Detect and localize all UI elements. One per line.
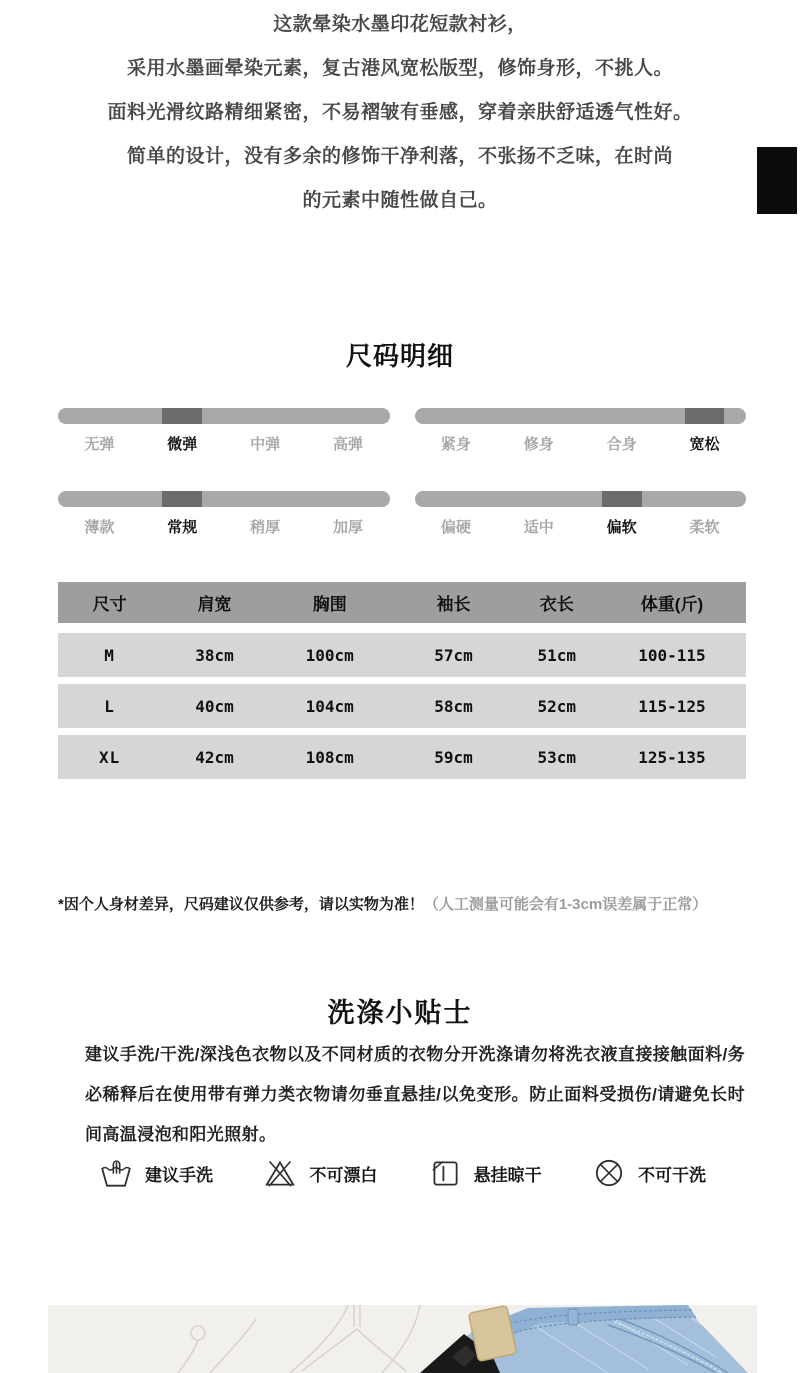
product-photo-jeans xyxy=(48,1305,757,1373)
no-dry-clean-icon xyxy=(591,1155,627,1191)
slider-active-segment xyxy=(602,491,642,507)
size-table-header-row xyxy=(58,582,746,623)
slider-label: 加厚 xyxy=(333,519,364,536)
col-header: 尺寸 xyxy=(92,595,127,614)
table-cell: 38cm xyxy=(195,645,234,665)
size-cell: XL xyxy=(98,747,121,767)
slider-label: 高弹 xyxy=(333,436,364,453)
washing-section-title: 洗涤小贴士 xyxy=(327,998,473,1028)
intro-line: 采用水墨画晕染元素，复古港风宽松版型，修饰身形，不挑人。 xyxy=(126,57,673,79)
size-note-detail: （人工测量可能会有1-3cm误差属于正常） xyxy=(423,896,708,913)
slider-thickness xyxy=(58,483,390,537)
table-cell: 104cm xyxy=(305,696,354,716)
table-cell: 53cm xyxy=(537,747,576,767)
slider-label: 微弹 xyxy=(167,436,198,453)
slider-label: 偏软 xyxy=(606,519,637,536)
slider-active-segment xyxy=(685,408,725,424)
care-item-hang-dry xyxy=(427,1155,542,1191)
intro-text-block xyxy=(0,0,800,220)
slider-label: 紧身 xyxy=(440,436,471,453)
slider-label: 柔软 xyxy=(689,519,720,536)
size-cell: M xyxy=(104,645,115,665)
dark-patch xyxy=(757,147,797,214)
size-cell: L xyxy=(104,696,115,716)
size-note-main: *因个人身材差异，尺码建议仅供参考，请以实物为准！ xyxy=(58,896,424,913)
col-header: 衣长 xyxy=(539,595,574,614)
care-label: 不可漂白 xyxy=(309,1165,378,1185)
table-cell: 42cm xyxy=(195,747,234,767)
table-cell: 57cm xyxy=(434,645,473,665)
slider-label: 稍厚 xyxy=(250,519,281,536)
table-cell: 108cm xyxy=(305,747,354,767)
table-cell: 40cm xyxy=(195,696,234,716)
slider-label: 修身 xyxy=(523,436,554,453)
table-row xyxy=(58,684,746,728)
table-row xyxy=(58,735,746,779)
hang-dry-icon xyxy=(427,1155,463,1191)
care-label: 建议手洗 xyxy=(145,1165,213,1185)
slider-label: 偏硬 xyxy=(440,519,471,536)
slider-label: 适中 xyxy=(523,519,554,536)
hand-wash-icon xyxy=(98,1155,134,1191)
size-note xyxy=(58,894,758,916)
size-section-title: 尺码明细 xyxy=(345,341,454,371)
slider-track xyxy=(58,491,390,507)
slider-elasticity xyxy=(58,400,390,454)
slider-label: 合身 xyxy=(606,436,637,453)
care-item-hand-wash xyxy=(98,1155,213,1191)
size-table xyxy=(58,582,746,786)
care-icons-row xyxy=(58,1148,746,1198)
slider-active-segment xyxy=(162,408,202,424)
table-cell: 125-135 xyxy=(638,747,706,767)
slider-track xyxy=(415,408,747,424)
no-bleach-icon xyxy=(262,1155,298,1191)
slider-label: 中弹 xyxy=(250,436,281,453)
care-item-no-dry-clean xyxy=(591,1155,706,1191)
slider-fit xyxy=(415,400,747,454)
col-header: 体重(斤) xyxy=(640,595,704,614)
slider-label: 常规 xyxy=(167,519,198,536)
col-header: 袖长 xyxy=(436,595,471,614)
slider-track xyxy=(415,491,747,507)
size-sliders xyxy=(58,400,746,537)
table-cell: 100-115 xyxy=(638,645,706,665)
care-item-no-bleach xyxy=(262,1155,377,1191)
care-label: 不可干洗 xyxy=(637,1165,706,1185)
table-cell: 58cm xyxy=(434,696,473,716)
table-cell: 115-125 xyxy=(638,696,706,716)
intro-line: 这款晕染水墨印花短款衬衫， xyxy=(273,13,527,35)
intro-line: 简单的设计，没有多余的修饰干净利落，不张扬不乏味，在时尚 xyxy=(126,145,673,167)
slider-label: 薄款 xyxy=(84,519,115,536)
slider-softness xyxy=(415,483,747,537)
intro-line: 的元素中随性做自己。 xyxy=(302,189,498,211)
table-cell: 52cm xyxy=(537,696,576,716)
table-cell: 51cm xyxy=(537,645,576,665)
slider-active-segment xyxy=(162,491,202,507)
care-label: 悬挂晾干 xyxy=(473,1165,542,1185)
col-header: 肩宽 xyxy=(197,595,232,614)
slider-label: 无弹 xyxy=(84,436,115,453)
col-header: 胸围 xyxy=(312,595,347,614)
slider-track xyxy=(58,408,390,424)
intro-line: 面料光滑纹路精细紧密，不易褶皱有垂感，穿着亲肤舒适透气性好。 xyxy=(107,101,693,123)
table-cell: 100cm xyxy=(305,645,354,665)
table-row xyxy=(58,633,746,677)
table-cell: 59cm xyxy=(434,747,473,767)
jeans-photo-graphic xyxy=(48,1305,757,1373)
slider-label: 宽松 xyxy=(689,436,720,453)
washing-instructions: 建议手洗/干洗/深浅色衣物以及不同材质的衣物分开洗涤请勿将洗衣液直接接触面料/务必稀释后在使用带有弹力类衣物请勿垂直悬挂/以免变形。防止面料受损伤/请避免长时间高温浸泡和阳光照射。 xyxy=(85,1045,745,1144)
